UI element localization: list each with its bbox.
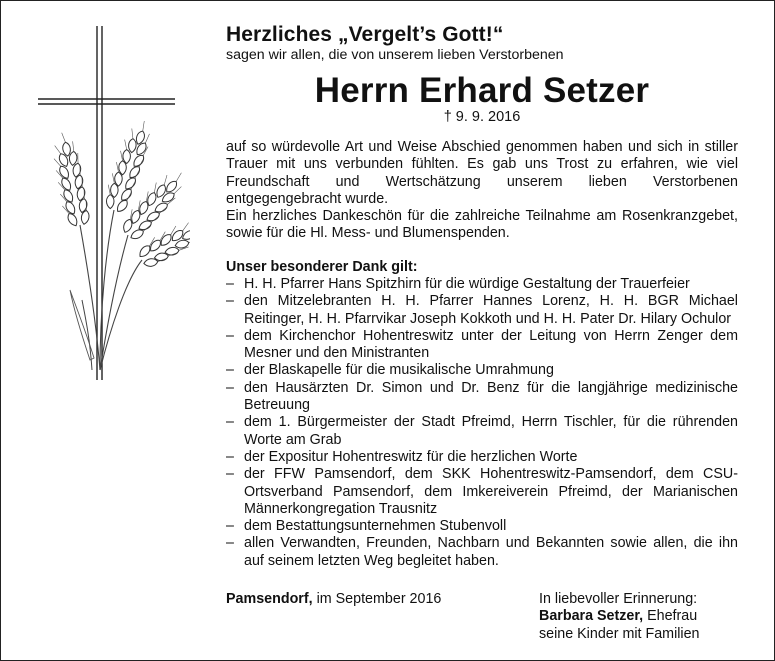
list-dash: –	[226, 276, 234, 292]
list-item-text: allen Verwandten, Freunden, Nachbarn und Bekannten sowie allen, die ihn auf seinem letzten Weg begleitet haben.	[244, 535, 738, 569]
list-item	[226, 276, 738, 293]
death-date: † 9. 9. 2016	[443, 109, 521, 125]
notice-text-column	[226, 22, 738, 569]
deceased-name: Herrn Erhard Setzer	[314, 71, 650, 110]
list-item	[226, 518, 738, 535]
list-item	[226, 380, 738, 415]
list-item	[226, 362, 738, 379]
widow-role: Ehefrau	[643, 608, 698, 625]
list-item-text: den Hausärzten Dr. Simon und Dr. Benz für die langjährige medizinische Betreuung	[244, 379, 738, 414]
list-dash: –	[226, 518, 234, 535]
list-item	[226, 535, 738, 570]
list-dash: –	[226, 414, 234, 431]
body-text	[226, 139, 738, 243]
list-item-text: dem Bestattungsunternehmen Stubenvoll	[244, 518, 507, 535]
date-text: im September 2016	[312, 591, 442, 607]
paragraph: Ein herzliches Dankeschön für die zahlreiche Teilnahme am Rosenkranzgebet, sowie für die Hl. Mess- und Blumenspenden.	[226, 208, 738, 242]
list-dash: –	[226, 293, 234, 310]
list-item-text: H. H. Pfarrer Hans Spitzhirn für die würdige Gestaltung der Trauerfeier	[244, 276, 690, 292]
list-dash: –	[226, 362, 234, 379]
list-dash: –	[226, 448, 234, 465]
list-item-text: der FFW Pamsendorf, dem SKK Hohentreswitz-Pamsendorf, dem CSU-Ortsverband Pamsendorf, dem Imkereiverein Pfreimd, der Marianischen Männerkongregation Trausnitz	[244, 466, 738, 517]
widow-line	[539, 608, 700, 625]
list-item-text: dem Kirchenchor Hohentreswitz unter der Leitung von Herrn Zenger dem Mesner und den Ministranten	[244, 327, 738, 362]
thanks-heading: Herzliches „Vergelt’s Gott!“	[226, 23, 504, 46]
list-item	[226, 328, 738, 363]
list-dash: –	[226, 327, 234, 344]
place-and-date	[226, 591, 441, 608]
list-item	[226, 414, 738, 449]
thanks-list	[226, 276, 738, 570]
signature-block	[539, 591, 700, 643]
list-item-text: dem 1. Bürgermeister der Stadt Pfreimd, Herrn Tischler, für die rührenden Worte am Grab	[244, 414, 738, 448]
list-item	[226, 466, 738, 518]
paragraph: auf so würdevolle Art und Weise Abschied genommen haben und sich in stiller Trauer mit uns verbunden fühlten. Es gab uns Trost zu erfahren, wie viel Freundschaft und Wertschätzung unserem lieben Verstorbenen entgegengebracht wurde.	[226, 139, 738, 207]
list-item-text: den Mitzelebranten H. H. Pfarrer Hannes Lorenz, H. H. BGR Michael Reitinger, H. H. Pfarrvikar Joseph Kokkoth und H. H. Pater Dr. Hilary Ochulor	[244, 293, 738, 327]
widow-name: Barbara Setzer,	[539, 608, 644, 625]
family-line: seine Kinder mit Familien	[539, 625, 700, 642]
special-thanks-heading: Unser besonderer Dank gilt:	[226, 259, 418, 275]
list-dash: –	[226, 379, 234, 396]
remembrance-line: In liebevoller Erinnerung:	[539, 591, 698, 607]
intro-line: sagen wir allen, die von unserem lieben Verstorbenen	[226, 47, 564, 63]
list-item-text: der Blaskapelle für die musikalische Umrahmung	[244, 362, 554, 379]
list-item	[226, 449, 738, 466]
cross-with-wheat-icon	[30, 20, 190, 390]
list-item	[226, 293, 738, 328]
place: Pamsendorf,	[226, 591, 313, 607]
list-item-text: der Expositur Hohentreswitz für die herzlichen Worte	[244, 448, 578, 465]
list-dash: –	[226, 535, 234, 552]
list-dash: –	[226, 466, 234, 483]
